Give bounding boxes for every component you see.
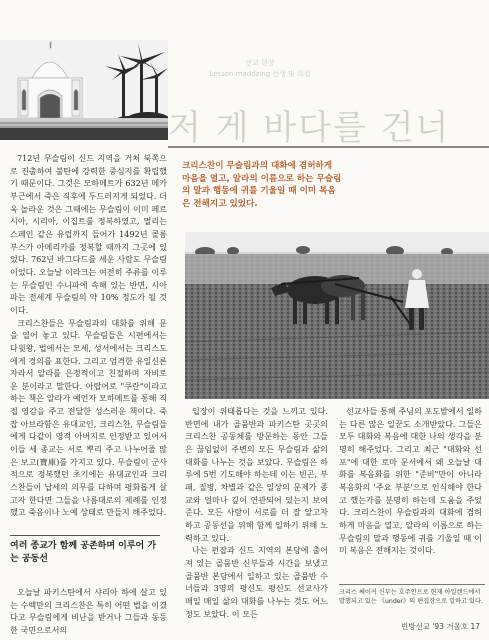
paragraph: 입장이 위태롭다는 것을 느끼고 있다. 반면에 내가 골뭄반과 파키스탄 곳곳의 크리스찬 공동체를 방문하는 동안 그들은 끊임없이 주변의 모든 무슬림과 삶의 대화를 나누는 것을 보았다. 무슬림은 하루에 5번 기도해야 하는데 이는 빈곤, 부패, 질병, 차별과 같은 일상의 문제가 종교와 얼마나 깊이 연관되어 있는지 보여준다. 모든 사람이 서로를 더 잘 알고자 하고 공동선을 위해 함께 일하기 위해 노력하고 있다.	[185, 406, 328, 543]
pull-quote: 크리스찬이 무슬림과의 대화에 겸허하게 마음을 열고, 알라의 이름으로 하는 무슬림의 말과 행동에 귀를 기울일 때 이미 복음은 전해지고 있었다.	[182, 161, 342, 209]
subheading: 여러 종교가 함께 공존하며 이루어 가는 공동선	[10, 541, 157, 564]
paragraph: 크리스찬들은 무슬림과의 대화를 위해 문을 열어 놓고 있다. 무슬림들은 시편에서는 다윗왕, 법에서는 모세, 성서에서는 크리스도에게 경의를 표한다. 그리고 엄격한 유일신론자라서 알라를 은정적이고 친절하며 자비로운 분이라고 말한다. 아랍어로 "쿠란"이라고 하는 책은 알라가 예언자 모하메트를 통해 직접 영감을 주고 전달한 성스러운 책이다. 죽잡 아브라함은 유대교인, 크리스찬, 무슬림들에게 다같이 영적 아버지로 인정받고 있어서 이들 세 종교는 서로 뿌리 주고 나누어줄 많은 보고(寶庫)를 가지고 있다. 무슬림이 군사적으로 정복했던 초기에는 유대교인과 크리스찬들이 납세의 의무를 다하며 평화롭게 살고자 한다면 그들을 나름대로의 제례를 인정했고 죽음이나 노예 상태로 만들지 해주었다.	[10, 317, 167, 518]
paragraph: 선교사들 통해 주님의 포도밭에서 일하는 다른 많은 일꾼도 소개받았다. 그들은 모두 대화와 복음에 대한 나의 생각을 분명히 해주었다. 그리고 최근 "대화와 선포"에 대한 로마 문서에서 왜 오늘날 대화를 복음화를 위한 "준비"만이 아니라 복음화의 '주요 부분'으로 인식해야 한다고 했는가를 분명히 하는데 도움을 주었다. 크리스찬이 무슬림과의 대화에 겸허하게 마음을 열고, 알라의 이름으로 하는 무슬림의 말과 행동에 귀를 기울일 때 이미 복음은 전해지는 것이다.	[339, 406, 482, 556]
paragraph: 712년 무슬림이 신드 지역을 거쳐 북쪽으로 진출하여 불탄에 강력한 중심지를 확립했기 때문이다. 그것은 모하메트가 632년 메카 부근에서 죽은 직후에 두드러지게 되었다. 더욱 놀라운 것은 그때에는 무슬림이 이미 페르시아, 시리아, 이집트를 정복하였고, 멀리는 스페인 같은 유럽까지 들어가 1492년 콜롬부스가 아메리카를 정복할 때까지 그곳에 있었다. 762년 바그다드를 세운 사람도 무슬림이었다. 오늘날 이라크는 여전히 주류를 이루는 무슬림인 수니파에 속해 있는 반면, 시아파는 전세계 무슬림의 약 10% 정도가 될 것이다.	[10, 153, 167, 315]
title-divider	[168, 146, 489, 148]
paragraph: 오늘날 파키스탄에서 샤리아 하에 살고 있는 수백만의 크리스찬은 특히 어떤 법을 이겼다고 무슬림에게 비난을 받거나 그들과 동등한 국민으로서의	[10, 587, 167, 635]
subhead-divider	[10, 535, 160, 536]
mausoleum-photo	[0, 40, 168, 140]
paragraph: 나는 펀잡과 신드 지역의 본당에 출어져 있는 골뭄반 신부들과 시간을 보냈고 골뭄반 본당에서 일하고 있는 골뭄반 수녀들과 3명의 평신도 평신도 선교사가 매일 매일 삶의 대화를 나누는 것도 어느 정도 보았다. 이 모든	[185, 545, 328, 619]
section-label-line-1: 선교 현장	[245, 59, 275, 67]
page-title: 저 게 바다를 건너	[168, 108, 451, 146]
section-label	[200, 58, 320, 80]
author-caption: 크리스 쎄이커 신부는 호주인으로 현재 아일랜드에서 발행되고 있는 《under》의 편집장으로 일하고 있다.	[339, 589, 483, 605]
page-number: 빈방선교 '93 겨울호 17	[400, 622, 480, 631]
column-2	[185, 405, 328, 620]
column-1-continued	[10, 586, 167, 637]
oxen-ploughing-photo	[185, 232, 489, 399]
caption-divider	[339, 584, 485, 585]
section-label-line-2: Lesson maddzing 선생 및 특집	[209, 70, 311, 78]
column-3	[339, 405, 482, 557]
column-1	[10, 152, 167, 519]
